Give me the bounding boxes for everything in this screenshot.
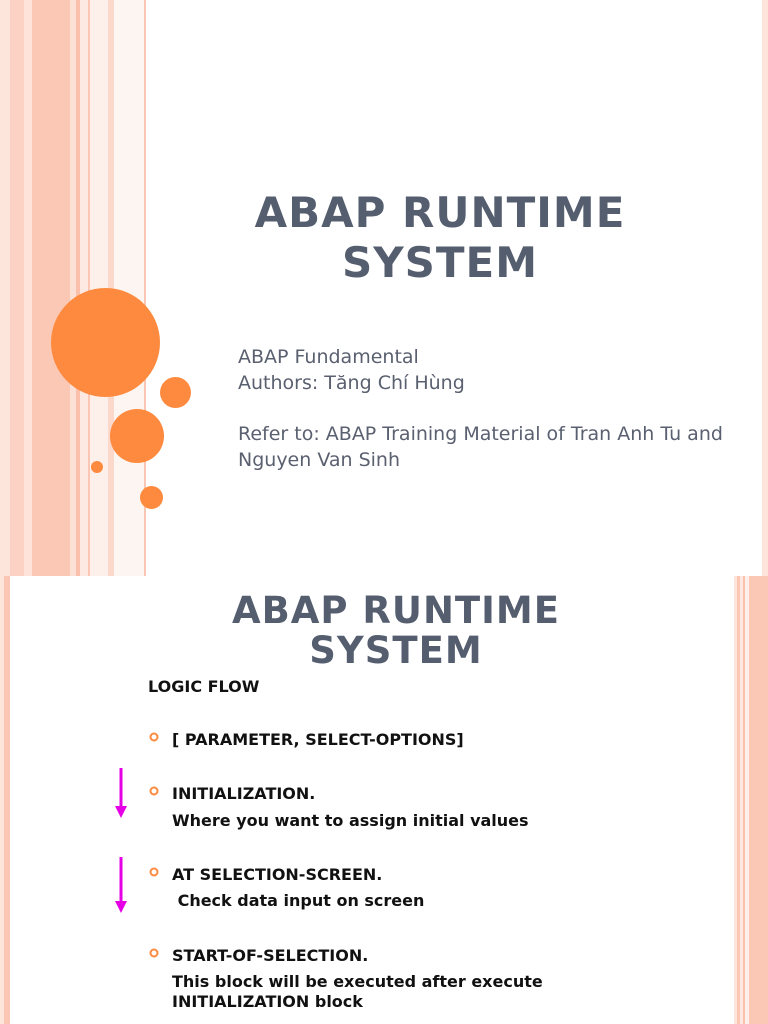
decorative-stripe (80, 0, 88, 576)
content-slide (0, 576, 768, 1024)
arrow-down-icon (113, 768, 129, 820)
subtitle-reference-cont: Nguyen Van Sinh (238, 449, 401, 471)
decorative-stripe (4, 576, 10, 1024)
decorative-stripe (762, 0, 768, 576)
flow-item-label: START-OF-SELECTION. (172, 946, 369, 965)
decorative-circle (110, 409, 164, 463)
flow-item-desc: INITIALIZATION block (172, 992, 363, 1011)
subtitle-authors: Authors: Tăng Chí Hùng (238, 372, 465, 394)
flow-item-desc: Where you want to assign initial values (172, 811, 529, 830)
decorative-stripe (749, 576, 768, 1024)
decorative-stripe (10, 0, 24, 576)
subtitle-reference: Refer to: ABAP Training Material of Tran Anh Tu and (238, 423, 723, 445)
decorative-stripe (24, 0, 32, 576)
decorative-stripe (0, 0, 10, 576)
flow-item-label: INITIALIZATION. (172, 784, 316, 803)
decorative-circle (91, 461, 103, 473)
decorative-circle (160, 377, 191, 408)
bullet-ring-icon (148, 731, 160, 743)
decorative-stripe (32, 0, 70, 576)
arrow-down-icon (113, 857, 129, 915)
bullet-ring-icon (148, 947, 160, 959)
decorative-circle (51, 288, 160, 397)
flow-item-desc: This block will be executed after execute (172, 972, 543, 991)
bullet-ring-icon (148, 866, 160, 878)
slide-title: ABAP RUNTIME SYSTEM (254, 188, 626, 287)
section-heading: LOGIC FLOW (148, 677, 260, 696)
decorative-circle (140, 486, 163, 509)
flow-item-desc: Check data input on screen (172, 891, 425, 910)
decorative-stripe (114, 0, 144, 576)
subtitle-course: ABAP Fundamental (238, 346, 419, 368)
flow-item-label: [ PARAMETER, SELECT-OPTIONS] (172, 730, 464, 749)
slide-panel (146, 0, 762, 576)
flow-item-label: AT SELECTION-SCREEN. (172, 865, 383, 884)
bullet-ring-icon (148, 785, 160, 797)
slide-title: ABAP RUNTIME SYSTEM (231, 589, 561, 672)
